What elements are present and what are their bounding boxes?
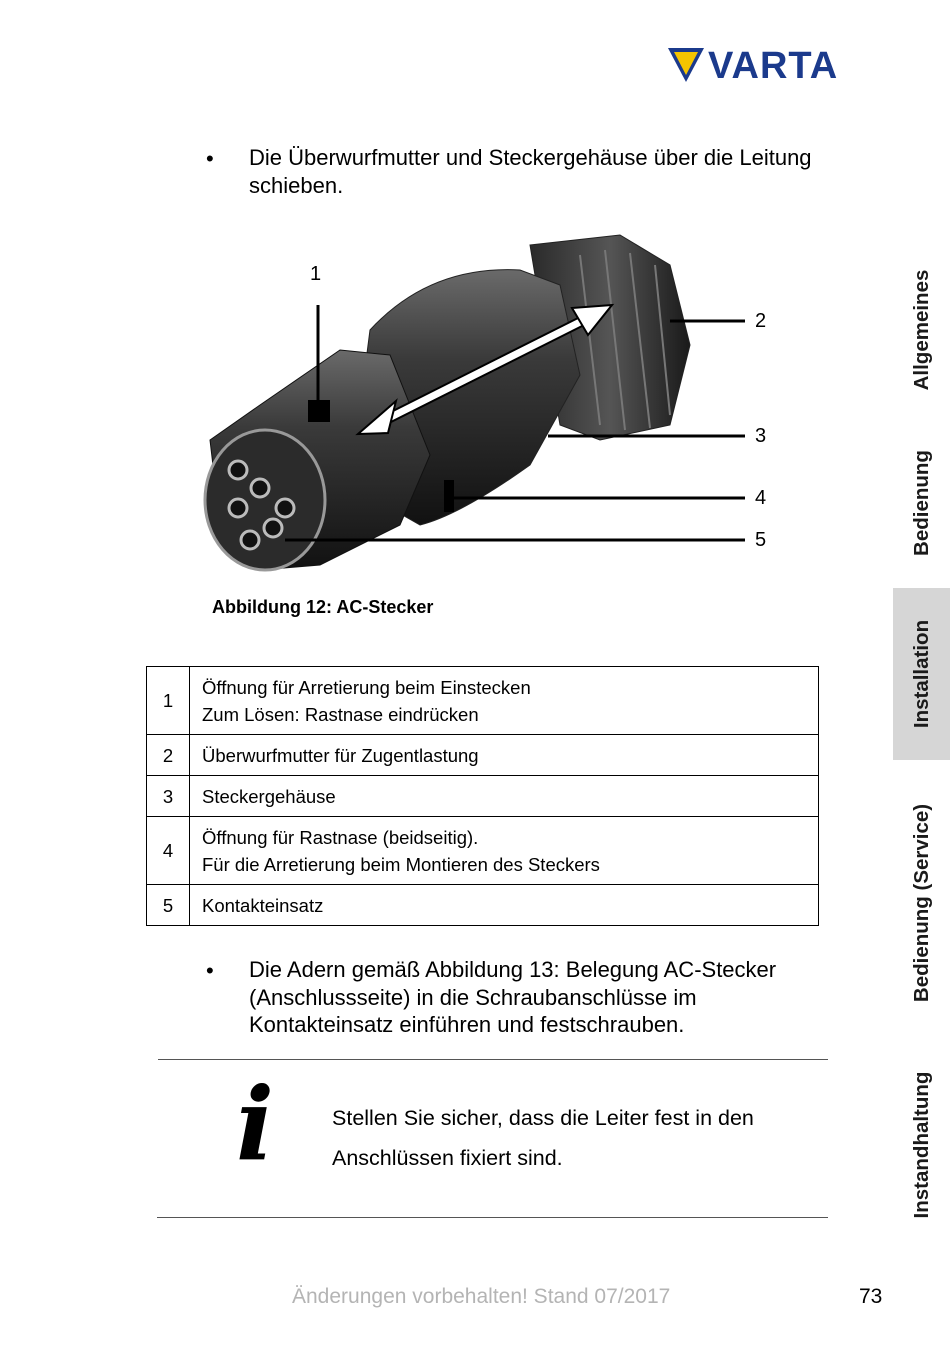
info-line: Anschlüssen fixiert sind.: [332, 1146, 563, 1170]
chapter-sidebar: [893, 0, 950, 1348]
table-row: [147, 885, 819, 926]
table-row: [147, 667, 819, 735]
tab-label: Allgemeines: [909, 269, 933, 391]
page-number: 73: [859, 1285, 883, 1308]
row-number: 2: [147, 735, 190, 776]
tab-label: Installation: [909, 619, 933, 729]
tab-allgemeines[interactable]: [893, 240, 950, 420]
info-line: Stellen Sie sicher, dass die Leiter fest in den: [332, 1106, 754, 1130]
bullet-marker: •: [206, 958, 214, 983]
table-row: [147, 776, 819, 817]
tab-instandhaltung[interactable]: [893, 1045, 950, 1245]
callout-1: 1: [310, 263, 322, 285]
bullet-marker: •: [206, 146, 214, 171]
varta-v-emblem-icon: [668, 48, 704, 82]
row-number: 1: [147, 667, 190, 735]
row-description: [190, 885, 819, 926]
info-icon: i: [236, 1065, 274, 1183]
table-row: [147, 817, 819, 885]
description-line: Zum Lösen: Rastnase eindrücken: [202, 703, 479, 725]
callout-3: 3: [755, 425, 767, 447]
footer-note: Änderungen vorbehalten! Stand 07/2017: [292, 1285, 671, 1308]
tab-label: Bedienung: [909, 449, 933, 556]
instruction-line: Die Überwurfmutter und Steckergehäuse über die Leitung: [249, 145, 812, 170]
instruction-line: schieben.: [249, 172, 344, 198]
description-line: Steckergehäuse: [202, 785, 336, 807]
tab-label: Bedienung (Service): [909, 803, 933, 1002]
description-line: Für die Arretierung beim Montieren des Steckers: [202, 853, 600, 875]
figure-caption: Abbildung 12: AC-Stecker: [212, 597, 434, 617]
info-bottom-divider: [157, 1217, 828, 1218]
row-number: 5: [147, 885, 190, 926]
instruction-line: Kontakteinsatz einführen und festschrauben.: [249, 1012, 685, 1037]
description-line: Öffnung für Rastnase (beidseitig).: [202, 826, 479, 848]
instruction-line: Die Adern gemäß Abbildung 13: Belegung AC-Stecker: [249, 957, 777, 982]
description-line: Öffnung für Arretierung beim Einstecken: [202, 676, 531, 698]
row-description: [190, 667, 819, 735]
ac-connector-photo: [200, 225, 780, 585]
ac-connector-figure: [200, 225, 780, 585]
table-row: [147, 735, 819, 776]
instruction-text-1: [249, 144, 849, 199]
varta-logo: [668, 45, 878, 87]
info-note: [332, 1098, 802, 1178]
instruction-line: (Anschlussseite) in die Schraubanschlüsse im: [249, 984, 697, 1010]
instruction-text-2: [249, 956, 849, 1039]
callout-4: 4: [755, 487, 767, 509]
tab-bedienung[interactable]: [893, 420, 950, 585]
tab-bedienung-service[interactable]: [893, 760, 950, 1045]
row-description: [190, 776, 819, 817]
callout-5: 5: [755, 529, 767, 551]
info-top-divider: [158, 1059, 828, 1060]
row-number: 3: [147, 776, 190, 817]
row-description: [190, 735, 819, 776]
row-description: [190, 817, 819, 885]
logo-wordmark: VARTA: [708, 45, 839, 87]
tab-installation[interactable]: [893, 588, 950, 760]
description-line: Überwurfmutter für Zugentlastung: [202, 744, 479, 766]
description-line: Kontakteinsatz: [202, 894, 324, 916]
tab-label: Instandhaltung: [909, 1071, 933, 1219]
callout-2: 2: [755, 310, 767, 332]
row-number: 4: [147, 817, 190, 885]
legend-table: [146, 666, 819, 926]
